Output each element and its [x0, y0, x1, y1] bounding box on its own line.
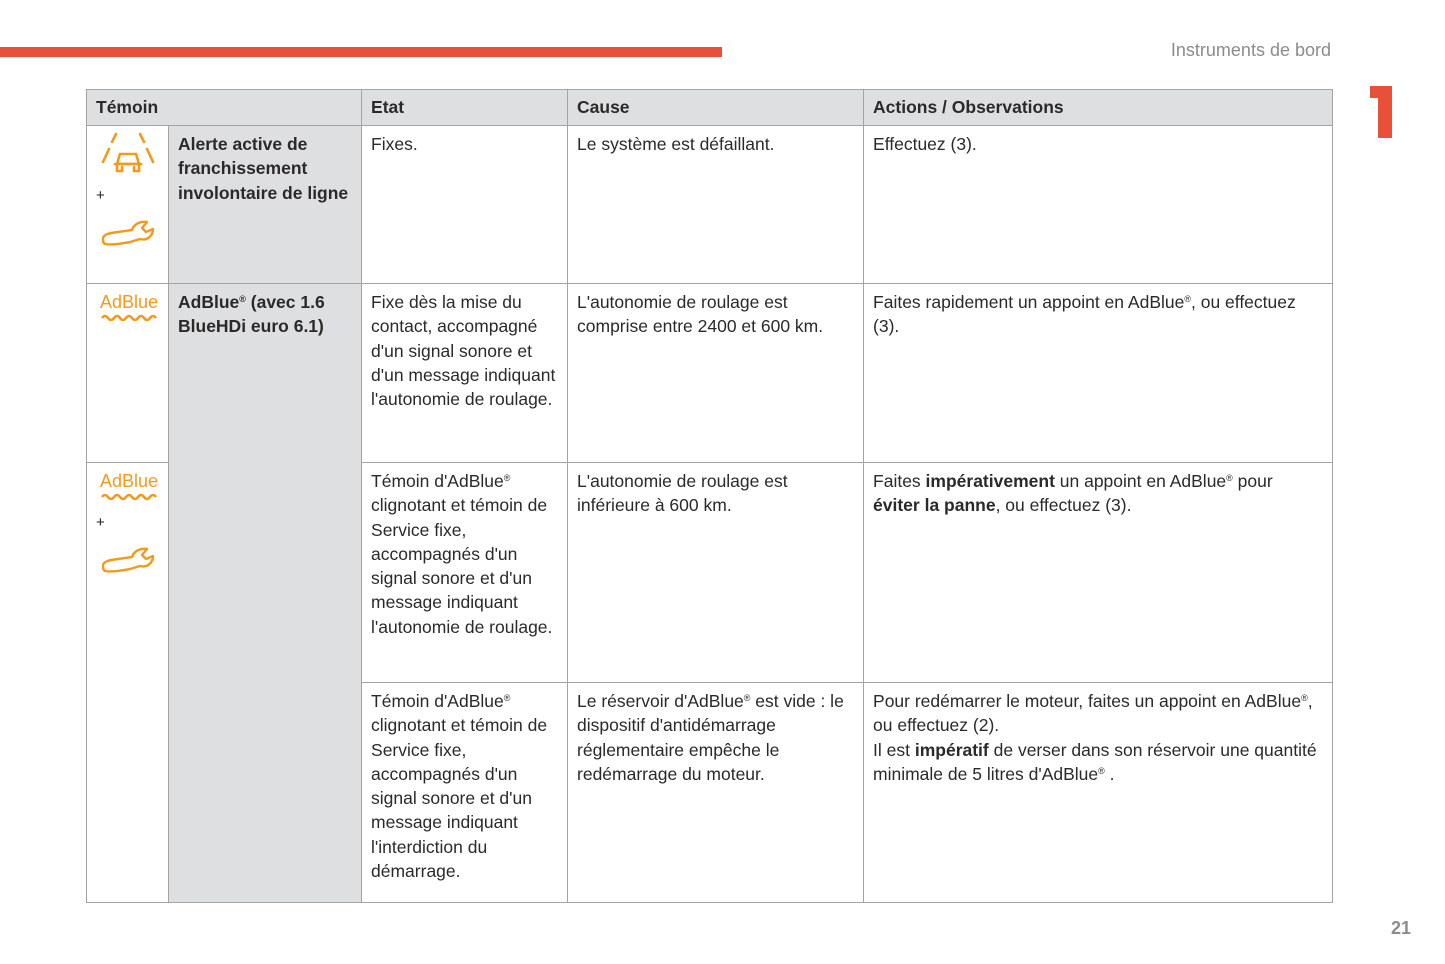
adblue-icon [96, 290, 162, 324]
action-cell: Effectuez (3). [864, 126, 1333, 284]
column-header-actions: Actions / Observations [864, 90, 1333, 126]
column-header-temoin: Témoin [87, 90, 362, 126]
etat-cell: Fixes. [362, 126, 568, 284]
cause-cell: L'autonomie de roulage est inférieure à 600 km. [568, 463, 864, 683]
service-wrench-icon [100, 543, 156, 573]
page-number: 21 [1390, 918, 1411, 938]
etat-cell: Fixe dès la mise du contact, accompagné d'un signal sonore et d'un message indiquant l'autonomie de roulage. [362, 284, 568, 463]
plus-sign: + [96, 187, 105, 204]
svg-text:AdBlue: AdBlue [99, 292, 159, 312]
warning-lights-table [86, 89, 1333, 903]
cause-cell: Le réservoir d'AdBlue® est vide : le dispositif d'antidémarrage réglementaire empêche le redémarrage du moteur. [568, 683, 864, 903]
label-cell: Alerte active de franchissement involontaire de ligne [169, 126, 362, 284]
icon-cell [87, 284, 169, 463]
etat-cell: Témoin d'AdBlue® clignotant et témoin de Service fixe, accompagnés d'un signal sonore et d'un message indiquant l'autonomie de roulage. [362, 463, 568, 683]
section-title: Instruments de bord [1170, 40, 1331, 60]
action-cell: Faites rapidement un appoint en AdBlue®, ou effectuez (3). [864, 284, 1333, 463]
lane-departure-icon [100, 132, 156, 176]
table-row [87, 126, 1333, 284]
label-cell: AdBlue® (avec 1.6 BlueHDi euro 6.1) [169, 284, 362, 903]
accent-bar [0, 47, 722, 57]
cause-cell: Le système est défaillant. [568, 126, 864, 284]
action-cell: Pour redémarrer le moteur, faites un appoint en AdBlue®, ou effectuez (2). Il est impératif de verser dans son réservoir une quantité minimale de 5 litres d'AdBlue® . [864, 683, 1333, 903]
table-row [87, 284, 1333, 463]
icon-cell [87, 126, 169, 284]
column-header-etat: Etat [362, 90, 568, 126]
chapter-number [1366, 84, 1394, 140]
service-wrench-icon [100, 216, 156, 246]
icon-cell [87, 463, 169, 903]
adblue-icon [96, 469, 162, 503]
table-header-row [87, 90, 1333, 126]
action-cell: Faites impérativement un appoint en AdBlue® pour éviter la panne, ou effectuez (3). [864, 463, 1333, 683]
svg-text:AdBlue: AdBlue [99, 471, 159, 491]
cause-cell: L'autonomie de roulage est comprise entre 2400 et 600 km. [568, 284, 864, 463]
plus-sign: + [96, 514, 105, 531]
column-header-cause: Cause [568, 90, 864, 126]
etat-cell: Témoin d'AdBlue® clignotant et témoin de Service fixe, accompagnés d'un signal sonore et d'un message indiquant l'interdiction du démarrage. [362, 683, 568, 903]
